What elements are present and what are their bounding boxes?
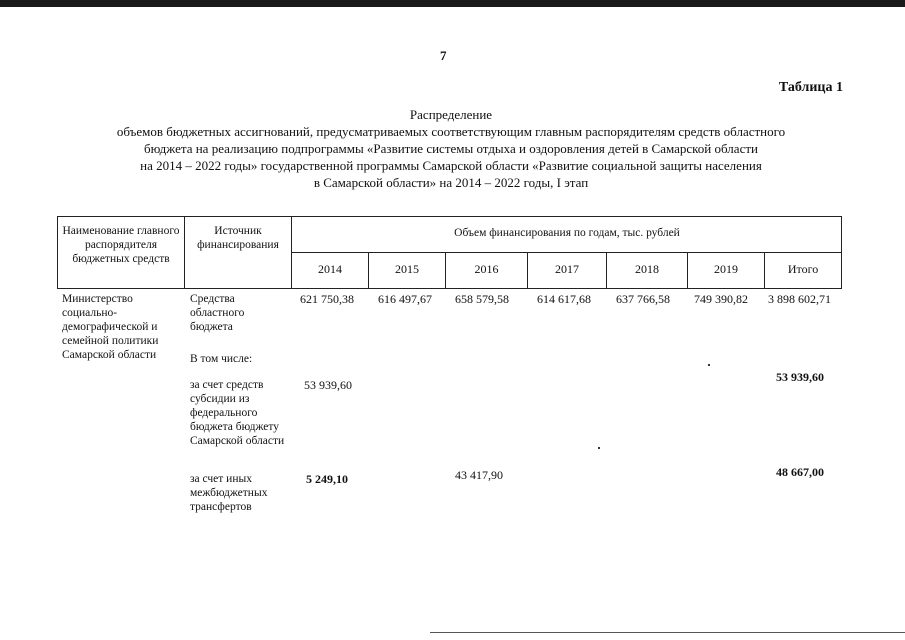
source-including: В том числе: [190, 353, 253, 365]
table-header-bottom-border [57, 288, 842, 289]
source-federal-subsidy: за счет средств субсидии из федерального бюджета бюджету Самарской области [190, 379, 285, 447]
header-year: 2016 [474, 262, 499, 276]
value-cell: 43 417,90 [455, 468, 503, 482]
header-total: Итого [787, 262, 819, 276]
header-year: 2018 [635, 262, 659, 276]
scan-top-border [0, 0, 905, 7]
value-cell: 616 497,67 [378, 292, 432, 306]
header-year: 2017 [555, 262, 579, 276]
column-divider [291, 216, 292, 288]
header-distributor: Наименование главного распорядителя бюджетных средств [62, 225, 180, 265]
header-source: Источник финансирования [197, 225, 279, 251]
total-cell: 48 667,00 [776, 465, 824, 479]
years-header-divider [291, 252, 842, 253]
title-line: объемов бюджетных ассигнований, предусматриваемых соответствующим главным распорядителям средств областного [116, 124, 786, 139]
scan-speck [708, 364, 710, 366]
total-cell: 3 898 602,71 [768, 292, 831, 306]
header-year: 2019 [714, 262, 738, 276]
total-cell: 53 939,60 [776, 370, 824, 384]
document-title [40, 106, 862, 191]
table-left-border [57, 216, 58, 288]
column-divider [184, 216, 185, 288]
table-top-border [57, 216, 842, 217]
value-cell: 658 579,58 [455, 292, 509, 306]
value-cell: 5 249,10 [306, 472, 348, 486]
title-line: бюджета на реализацию подпрограммы «Развитие системы отдыха и оздоровления детей в Самарской области [144, 141, 758, 156]
header-year: 2014 [318, 262, 342, 276]
scan-speck [598, 447, 600, 449]
header-year: 2015 [395, 262, 419, 276]
value-cell: 621 750,38 [300, 292, 354, 306]
table-label: Таблица 1 [778, 80, 843, 95]
source-regional-budget: Средства областного бюджета [190, 293, 245, 333]
source-interbudget-transfers: за счет иных межбюджетных трансфертов [190, 473, 268, 513]
distributor-name: Министерство социально-демографической и семейной политики Самарской области [62, 293, 159, 361]
header-volume: Объем финансирования по годам, тыс. рублей [454, 227, 680, 239]
value-cell: 637 766,58 [616, 292, 670, 306]
table-right-border [841, 216, 842, 288]
value-cell: 749 390,82 [694, 292, 748, 306]
title-line: Распределение [409, 107, 493, 122]
scan-bottom-line [430, 632, 905, 633]
value-cell: 53 939,60 [304, 378, 352, 392]
title-line: в Самарской области» на 2014 – 2022 годы, I этап [313, 175, 589, 190]
title-line: на 2014 – 2022 годы» государственной программы Самарской области «Развитие социальной защиты населения [140, 158, 762, 173]
value-cell: 614 617,68 [537, 292, 591, 306]
page-number: 7 [440, 48, 447, 63]
